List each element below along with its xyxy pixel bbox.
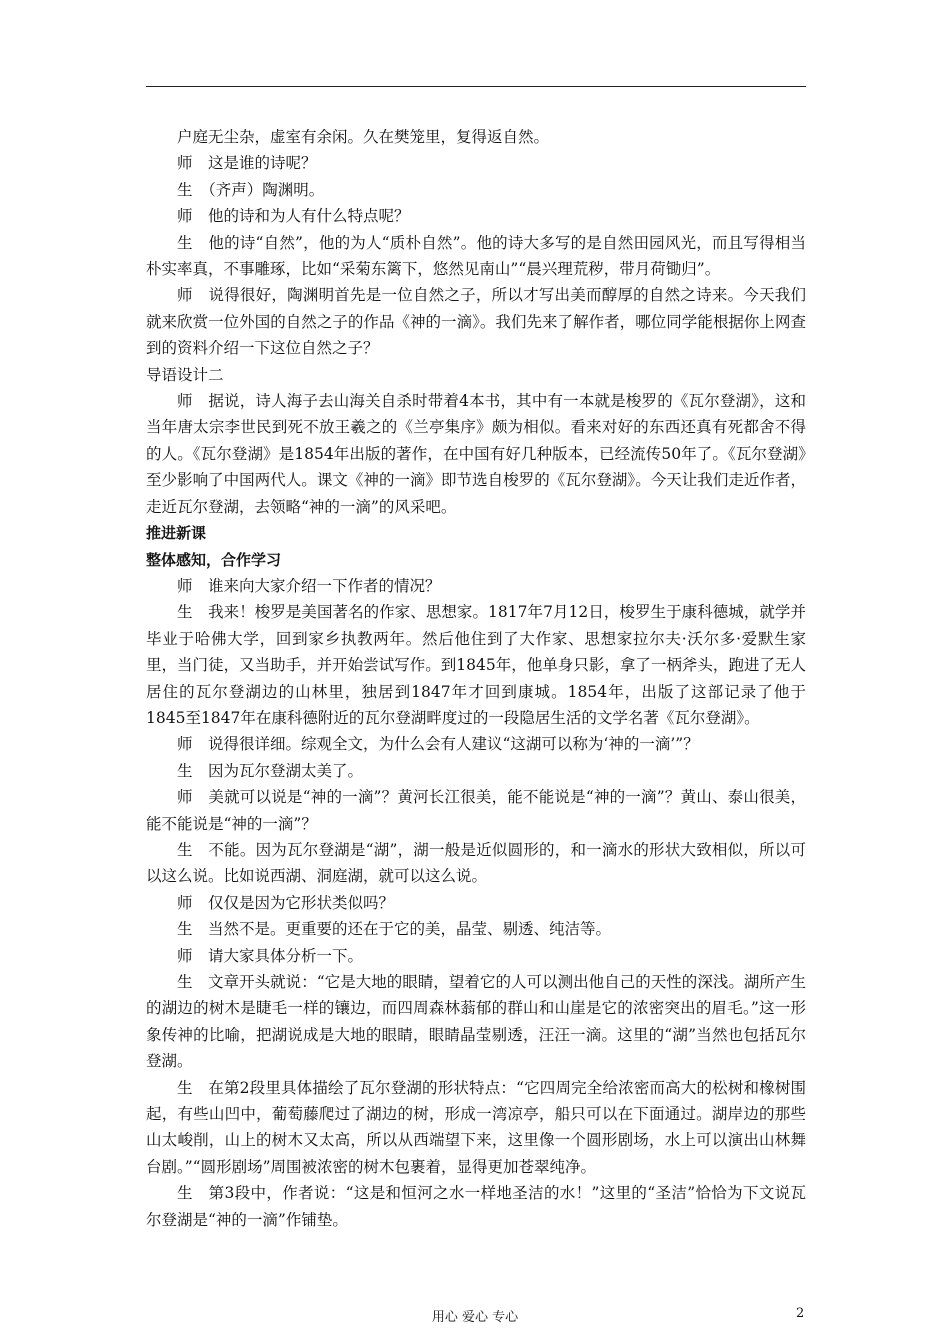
paragraph: 师 美就可以说是“神的一滴”？黄河长江很美，能不能说是“神的一滴”？黄山、泰山很美，能不能说是“神的一滴”？: [146, 788, 806, 833]
paragraph: 师 这是谁的诗呢？: [177, 154, 317, 173]
paragraph: 师 谁来向大家介绍一下作者的情况？: [177, 576, 441, 595]
page-number: 2: [796, 1306, 805, 1321]
paragraph: 师 仅仅是因为它形状类似吗？: [177, 893, 395, 912]
paragraph: 师 请大家具体分析一下。: [177, 946, 364, 965]
paragraph: 师 说得很详细。综观全文，为什么会有人建议“这湖可以称为‘神的一滴’”？: [177, 735, 699, 754]
paragraph: 生 他的诗“自然”，他的为人“质朴自然”。他的诗大多写的是自然田园风光，而且写得相当朴实率真，不事雕琢，比如“采菊东篱下，悠然见南山”“晨兴理荒秽，带月荷锄归”。: [146, 233, 806, 279]
section-heading: 整体感知，合作学习: [146, 550, 282, 569]
paragraph: 生 当然不是。更重要的还在于它的美，晶莹、剔透、纯洁等。: [177, 920, 612, 939]
paragraph: 导语设计二: [146, 365, 224, 384]
paragraph: 生 我来！梭罗是美国著名的作家、思想家。1817年7月12日，梭罗生于康科德城，就学并毕业于哈佛大学，回到家乡执教两年。然后他住到了大作家、思想家拉尔夫·沃尔多·爱默生家里，当门徒，又当助手，并开始尝试写作。到1845年，他单身只影，拿了一柄斧头，跑进了无人居住的瓦尔登湖边的山林里，独居到1847年才回到康城。1854年，出版了这部记录了他于1845至1847年在康科德附近的瓦尔登湖畔度过的一段隐居生活的文学名著《瓦尔登湖》。: [146, 603, 806, 727]
header-rule: [146, 86, 806, 87]
paragraph: 生 在第2段里具体描绘了瓦尔登湖的形状特点：“它四周完全给浓密而高大的松树和橡树围起，有些山凹中，葡萄藤爬过了湖边的树，形成一湾凉亭，船只可以在下面通过。湖岸边的那些山太峻削，山上的树木又太高，所以从西端望下来，这里像一个圆形剧场，水上可以演出山林舞台剧。”“圆形剧场”周围被浓密的树木包裹着，显得更加苍翠纯净。: [146, 1078, 806, 1176]
footer-motto: 用心 爱心 专心: [431, 1310, 519, 1325]
paragraph: 户庭无尘杂，虚室有余闲。久在樊笼里，复得返自然。: [177, 128, 550, 146]
paragraph: 生 文章开头就说：“它是大地的眼睛，望着它的人可以测出他自己的天性的深浅。湖所产生的湖边的树木是睫毛一样的镶边，而四周森林蓊郁的群山和山崖是它的浓密突出的眉毛。”这一形象传神的比喻，把湖说成是大地的眼睛，眼睛晶莹剔透，汪汪一滴。这里的“湖”当然也包括瓦尔登湖。: [146, 973, 806, 1071]
paragraph: 师 说得很好，陶渊明首先是一位自然之子，所以才写出美而醇厚的自然之诗来。今天我们就来欣赏一位外国的自然之子的作品《神的一滴》。我们先来了解作者，哪位同学能根据你上网查到的资料介绍一下这位自然之子？: [146, 286, 806, 358]
paragraph: 师 他的诗和为人有什么特点呢？: [177, 207, 410, 226]
paragraph: 生 第3段中，作者说：“这是和恒河之水一样地圣洁的水！”这里的“圣洁”恰恰为下文说瓦尔登湖是“神的一滴”作铺垫。: [146, 1184, 806, 1229]
paragraph: 师 据说，诗人海子去山海关自杀时带着4本书，其中有一本就是梭罗的《瓦尔登湖》，这和当年唐太宗李世民到死不放王羲之的《兰亭集序》颇为相似。看来对好的东西还真有死都舍不得的人。《瓦尔登湖》是1854年出版的著作，在中国有好几种版本，已经流传50年了。《瓦尔登湖》至少影响了中国两代人。课文《神的一滴》即节选自梭罗的《瓦尔登湖》。今天让我们走近作者，走近瓦尔登湖，去领略“神的一滴”的风采吧。: [146, 392, 806, 516]
paragraph: 生 （齐声）陶渊明。: [177, 180, 325, 199]
document-body: [146, 124, 806, 1233]
paragraph: 生 不能。因为瓦尔登湖是“湖”，湖一般是近似圆形的，和一滴水的形状大致相似，所以可以这么说。比如说西湖、洞庭湖，就可以这么说。: [146, 840, 806, 886]
section-heading: 推进新课: [146, 524, 207, 543]
paragraph: 生 因为瓦尔登湖太美了。: [177, 761, 364, 780]
